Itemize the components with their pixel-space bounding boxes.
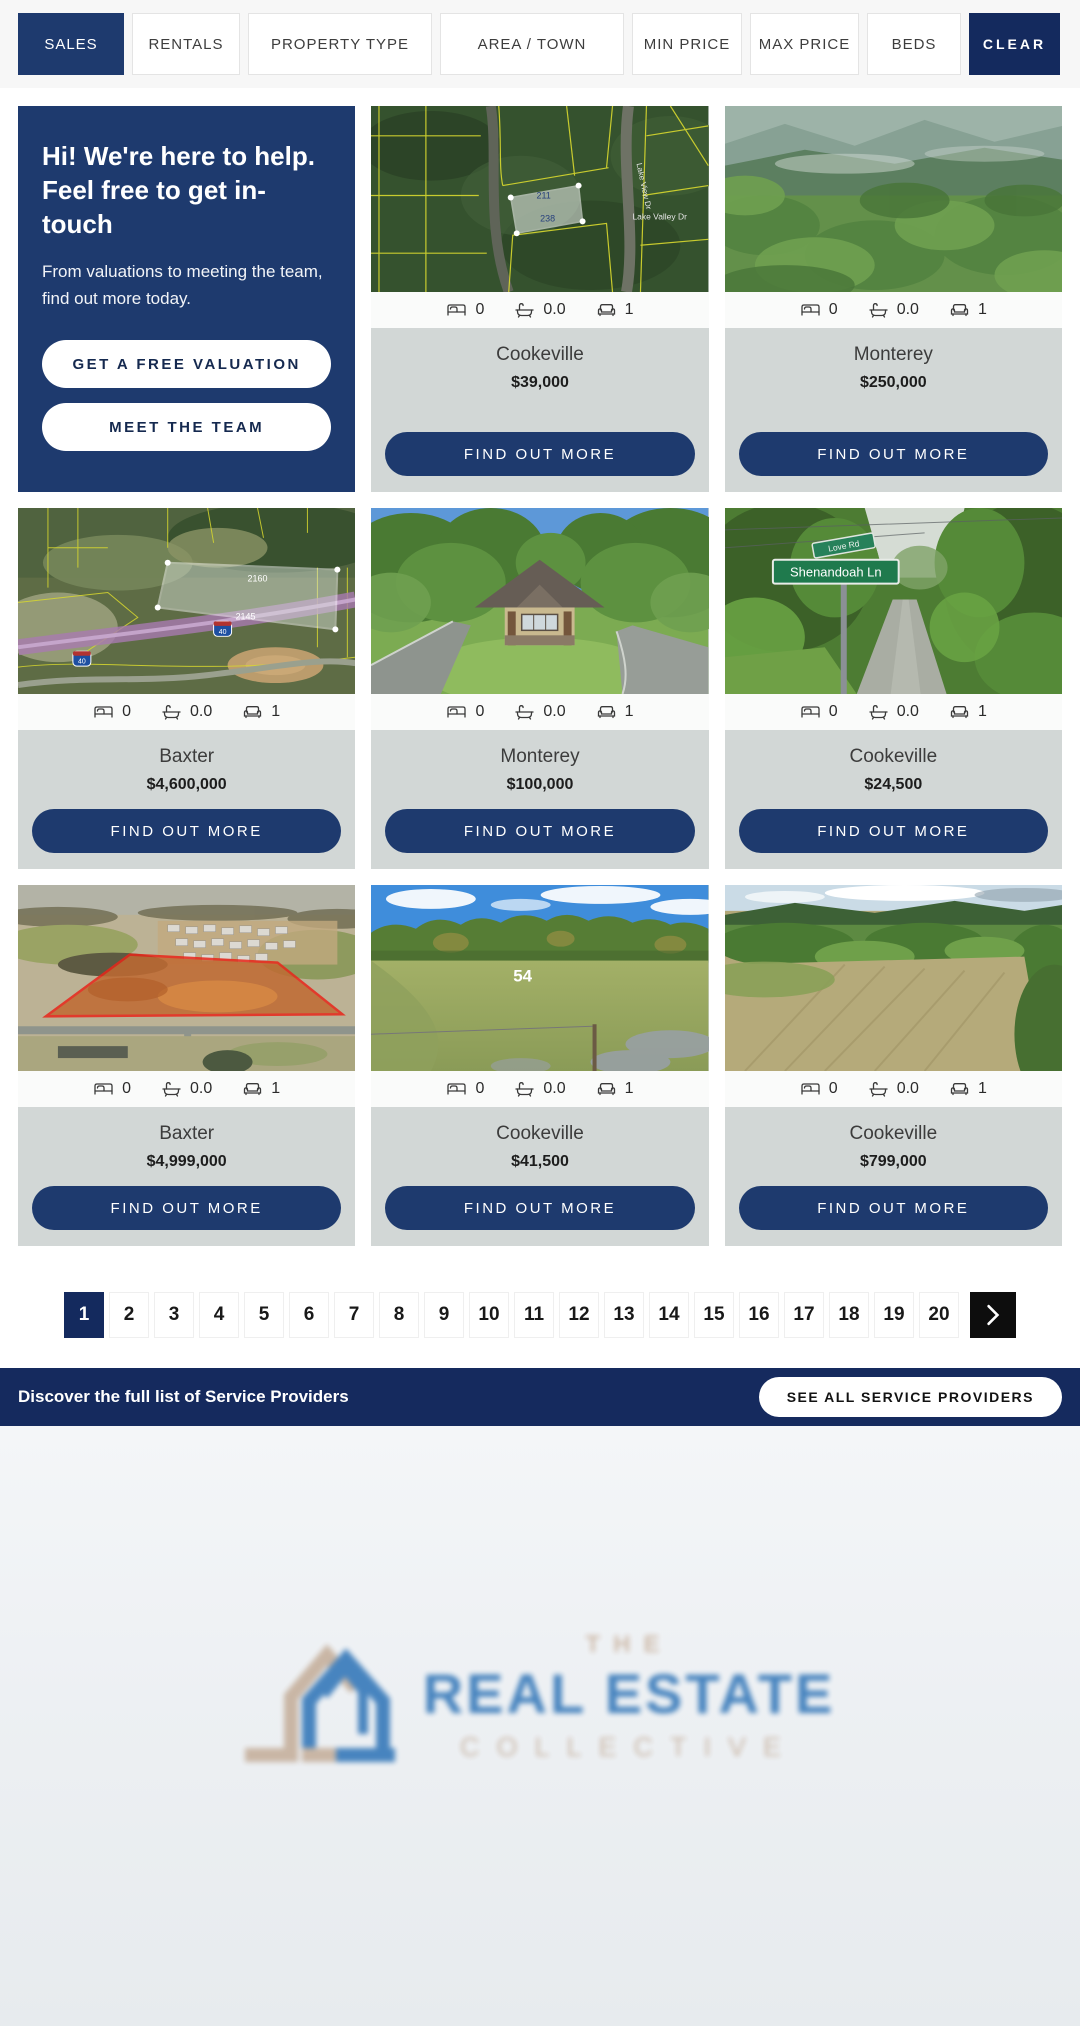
page-19[interactable]: 19 [874, 1292, 914, 1338]
parcel-dim-top: 2160 [247, 573, 268, 584]
property-stats [371, 694, 708, 730]
property-card [371, 508, 708, 869]
street-sign-large: Shenandoah Ln [789, 564, 882, 580]
town-label: Baxter [159, 1123, 215, 1145]
page-10[interactable]: 10 [469, 1292, 509, 1338]
page-13[interactable]: 13 [604, 1292, 644, 1338]
bath-icon [161, 704, 182, 720]
baths-stat [161, 1080, 212, 1098]
property-image-farmland[interactable] [725, 885, 1062, 1071]
filter-beds[interactable]: BEDS [867, 13, 961, 75]
page-8[interactable]: 8 [379, 1292, 419, 1338]
promo-body: From valuations to meeting the team, find out more today. [42, 262, 323, 308]
sofa-icon [596, 1081, 617, 1097]
property-stats [725, 1071, 1062, 1107]
sofa-icon [949, 302, 970, 318]
logo-text [423, 1631, 836, 1763]
meet-the-team-button[interactable]: MEET THE TEAM [42, 403, 331, 451]
bath-icon [514, 302, 535, 318]
town-label: Monterey [853, 344, 933, 365]
receptions-stat [596, 301, 634, 319]
next-page-button[interactable] [970, 1292, 1016, 1338]
svg-text:40: 40 [218, 628, 227, 636]
property-card [725, 106, 1062, 492]
bed-icon [93, 704, 114, 720]
parcel-dim-bottom: 238 [540, 213, 556, 224]
baths-value: 0.0 [896, 301, 919, 318]
property-stats [18, 1071, 355, 1107]
see-all-service-providers-button[interactable]: SEE ALL SERVICE PROVIDERS [759, 1377, 1062, 1417]
property-image-gis-map[interactable] [18, 508, 355, 694]
bed-icon [446, 704, 467, 720]
property-card [725, 508, 1062, 869]
filter-area-town[interactable]: AREA / TOWN [440, 13, 624, 75]
price-label: $41,500 [511, 1153, 569, 1171]
baths-stat [868, 1080, 919, 1098]
property-info [725, 1107, 1062, 1246]
chevron-right-icon [986, 1304, 1000, 1326]
find-out-more-button[interactable]: FIND OUT MORE [739, 432, 1048, 476]
free-valuation-button[interactable]: GET A FREE VALUATION [42, 340, 331, 388]
lot-number-label: 54 [513, 966, 533, 986]
receptions-value: 1 [624, 1080, 634, 1098]
beds-value: 0 [828, 703, 838, 721]
page-17[interactable]: 17 [784, 1292, 824, 1338]
beds-stat [800, 703, 838, 721]
property-image-mountains[interactable] [725, 106, 1062, 292]
baths-value: 0.0 [896, 703, 919, 721]
property-info [371, 328, 708, 492]
property-info [18, 1107, 355, 1246]
page-6[interactable]: 6 [289, 1292, 329, 1338]
baths-stat [514, 1080, 565, 1098]
property-info [725, 328, 1062, 492]
page-4[interactable]: 4 [199, 1292, 239, 1338]
tab-rentals[interactable]: RENTALS [132, 13, 240, 75]
town-label: Monterey [500, 746, 580, 768]
receptions-stat [596, 703, 634, 721]
property-stats [18, 694, 355, 730]
property-image-cabin[interactable] [371, 508, 708, 694]
find-out-more-button[interactable]: FIND OUT MORE [385, 432, 694, 476]
beds-stat [93, 1080, 131, 1098]
beds-stat [446, 1080, 484, 1098]
property-card [18, 885, 355, 1246]
svg-text:40: 40 [77, 658, 86, 666]
filter-property-type[interactable]: PROPERTY TYPE [248, 13, 432, 75]
beds-stat [446, 301, 484, 319]
bed-icon [800, 1081, 821, 1097]
beds-value: 0 [828, 301, 838, 318]
property-card [371, 885, 708, 1246]
street-sign-small: Love Rd [827, 538, 860, 554]
beds-value: 0 [122, 1080, 132, 1098]
beds-stat [446, 703, 484, 721]
logo-line-collective: COLLECTIVE [459, 1732, 799, 1763]
interstate-shield [73, 651, 91, 666]
property-image-red-site[interactable] [18, 885, 355, 1071]
bed-icon [93, 1081, 114, 1097]
receptions-value: 1 [977, 703, 987, 721]
baths-value: 0.0 [543, 1080, 566, 1098]
baths-stat [514, 301, 565, 319]
page-12[interactable]: 12 [559, 1292, 599, 1338]
baths-value: 0.0 [543, 301, 566, 318]
baths-stat [868, 301, 919, 319]
page-7[interactable]: 7 [334, 1292, 374, 1338]
sofa-icon [596, 704, 617, 720]
price-label: $4,999,000 [146, 1153, 227, 1171]
receptions-value: 1 [271, 703, 281, 721]
bath-icon [868, 302, 889, 318]
street-label: Lake Valley Dr [632, 211, 688, 222]
property-card [371, 106, 708, 492]
find-out-more-button[interactable]: FIND OUT MORE [32, 809, 341, 853]
baths-value: 0.0 [543, 703, 566, 721]
logo-line-real-estate: REAL ESTATE [422, 1662, 836, 1726]
receptions-value: 1 [271, 1080, 281, 1098]
page-1[interactable]: 1 [64, 1292, 104, 1338]
house-logo-icon [245, 1631, 395, 1763]
bed-icon [446, 302, 467, 318]
receptions-stat [242, 1080, 280, 1098]
page-3[interactable]: 3 [154, 1292, 194, 1338]
beds-value: 0 [475, 703, 485, 721]
page-9[interactable]: 9 [424, 1292, 464, 1338]
beds-value: 0 [475, 1080, 485, 1098]
find-out-more-button[interactable]: FIND OUT MORE [739, 809, 1048, 853]
find-out-more-button[interactable]: FIND OUT MORE [32, 1186, 341, 1230]
baths-value: 0.0 [896, 1080, 919, 1098]
bath-icon [161, 1081, 182, 1097]
service-providers-banner [0, 1368, 1080, 1426]
bath-icon [868, 1081, 889, 1097]
interstate-shield [214, 621, 232, 636]
price-label: $799,000 [859, 1153, 927, 1171]
bed-icon [800, 704, 821, 720]
baths-value: 0.0 [190, 703, 213, 721]
clear-filters-button[interactable]: CLEAR [969, 13, 1060, 75]
receptions-value: 1 [624, 703, 634, 721]
listings-grid [0, 88, 1080, 1264]
sofa-icon [949, 1081, 970, 1097]
property-info [371, 730, 708, 869]
footer [0, 1426, 1080, 2026]
property-stats [725, 292, 1062, 328]
town-label: Cookeville [849, 1123, 938, 1145]
property-stats [371, 1071, 708, 1107]
beds-stat [800, 301, 838, 319]
page-18[interactable]: 18 [829, 1292, 869, 1338]
town-label: Cookeville [849, 746, 938, 768]
town-label: Baxter [159, 746, 215, 768]
sofa-icon [242, 704, 263, 720]
baths-stat [514, 703, 565, 721]
find-out-more-button[interactable]: FIND OUT MORE [385, 809, 694, 853]
page-11[interactable]: 11 [514, 1292, 554, 1338]
page-14[interactable]: 14 [649, 1292, 689, 1338]
baths-stat [868, 703, 919, 721]
price-label: $39,000 [511, 374, 569, 391]
receptions-stat [949, 301, 987, 319]
sofa-icon [596, 302, 617, 318]
beds-stat [93, 703, 131, 721]
baths-stat [161, 703, 212, 721]
price-label: $250,000 [859, 374, 927, 391]
bath-icon [868, 704, 889, 720]
receptions-stat [596, 1080, 634, 1098]
receptions-value: 1 [624, 301, 634, 318]
property-info [725, 730, 1062, 869]
beds-value: 0 [475, 301, 485, 318]
beds-value: 0 [828, 1080, 838, 1098]
receptions-value: 1 [977, 301, 987, 318]
sofa-icon [242, 1081, 263, 1097]
property-info [18, 730, 355, 869]
pagination [0, 1264, 1080, 1368]
page-15[interactable]: 15 [694, 1292, 734, 1338]
banner-text: Discover the full list of Service Providers [18, 1387, 349, 1407]
page-16[interactable]: 16 [739, 1292, 779, 1338]
parcel-dim-top: 211 [536, 190, 552, 201]
property-info [371, 1107, 708, 1246]
street-label: Lake View Dr [634, 162, 654, 211]
bed-icon [800, 302, 821, 318]
sofa-icon [949, 704, 970, 720]
page-20[interactable]: 20 [919, 1292, 959, 1338]
property-stats [725, 694, 1062, 730]
parcel-dim-bottom: 2145 [235, 611, 256, 622]
receptions-stat [949, 703, 987, 721]
filter-bar [0, 0, 1080, 88]
town-label: Cookeville [496, 344, 584, 365]
bath-icon [514, 1081, 535, 1097]
find-out-more-button[interactable]: FIND OUT MORE [385, 1186, 694, 1230]
property-image-field-54[interactable] [371, 885, 708, 1071]
receptions-value: 1 [977, 1080, 987, 1098]
property-image-street-sign[interactable] [725, 508, 1062, 694]
beds-value: 0 [122, 703, 132, 721]
property-card [725, 885, 1062, 1246]
price-label: $100,000 [506, 776, 574, 794]
baths-value: 0.0 [190, 1080, 213, 1098]
contact-promo-card [18, 106, 355, 492]
logo-line-the: THE [585, 1631, 673, 1659]
tab-sales[interactable]: SALES [18, 13, 124, 75]
filter-min-price[interactable]: MIN PRICE [632, 13, 742, 75]
town-label: Cookeville [496, 1123, 584, 1145]
property-stats [371, 292, 708, 328]
bed-icon [446, 1081, 467, 1097]
receptions-stat [949, 1080, 987, 1098]
find-out-more-button[interactable]: FIND OUT MORE [739, 1186, 1048, 1230]
bath-icon [514, 704, 535, 720]
price-label: $4,600,000 [146, 776, 227, 794]
company-logo [245, 1631, 836, 1763]
price-label: $24,500 [864, 776, 923, 794]
page-5[interactable]: 5 [244, 1292, 284, 1338]
page-2[interactable]: 2 [109, 1292, 149, 1338]
beds-stat [800, 1080, 838, 1098]
property-image-aerial-parcels[interactable] [371, 106, 708, 292]
filter-max-price[interactable]: MAX PRICE [750, 13, 859, 75]
receptions-stat [242, 703, 280, 721]
property-card [18, 508, 355, 869]
promo-title: Hi! We're here to help. Feel free to get in-touch [42, 141, 315, 239]
